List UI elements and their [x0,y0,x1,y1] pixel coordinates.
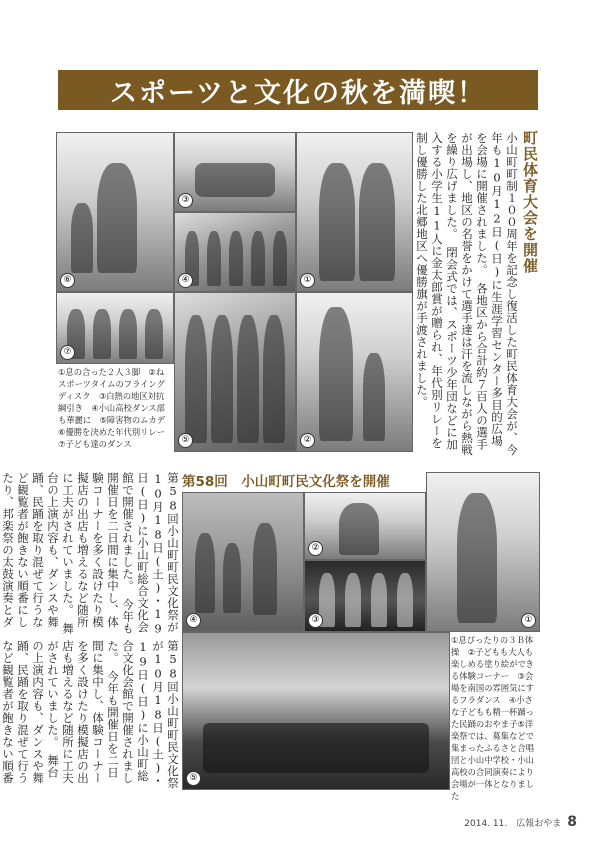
sports-photo-caption: ①息の合った２人３脚 ②ねスポーツタイムのフライングディスク ③白熱の地区対抗綱引き ④小山高校ダンス部も華麗に ⑤障害物のムカデ⑥優勝を決めた年代別リレー⑦子ども達のダンス [58,367,166,449]
photo-number-1-culture: ① [521,613,536,628]
photo-number-1: ① [300,273,315,288]
photo-sports-7-children-dance [56,292,174,364]
photo-sports-5-centipede [174,292,296,452]
photo-culture-2-coloring [304,492,426,560]
culture-photo-caption: ①息ぴったりの３Ｂ体操 ②子どもも大人も楽しめる塗り絵ができる体験コーナー ③会場を南国の雰囲気にするフラダンス ④小さな子どもも精一杯踊った民踊のおやま子⑤洋楽祭では、募集などで集まったふるさと合唱団と小山中学校・小山高校の合同演奏により会場が一体となりました [451,635,534,801]
photo-number-5: ⑤ [178,433,193,448]
page-banner-title: スポーツと文化の秋を満喫！ [58,70,538,110]
photo-culture-1-3b-gymnastics [426,472,540,632]
photo-sports-6-relay [56,132,174,292]
photo-culture-5-concert [182,632,450,790]
sports-article-body: 小山町町制１００周年を記念し復活した町民体育大会が、今年も10月12日(日)に生涯学習センター多目的広場を会場に開催されました。 各地区から合計約７百人の選手が出場し、地区の名誉をかけて選手達は汗を流しながら熱戦を繰り広げました。 閉会式では、スポーツ少年団などに加入する小学生11人に金太郎賞が贈られ、年代別リレーを制し優勝した北郷地区へ優勝旗が手渡されました。 [415,132,519,456]
photo-number-4: ④ [178,273,193,288]
page-number: 8 [567,814,577,830]
photo-culture-3-hula [304,560,426,632]
page-footer [464,814,577,830]
culture-section-heading: 第58回 小山町町民文化祭を開催 [182,474,390,490]
sports-section-heading: 町民体育大会を開催 [521,130,539,274]
photo-number-5-culture: ⑤ [186,771,201,786]
culture-article-body-upper: 第58回小山町町民文化祭が10月18日(土)・19日(日)に小山町総合文化会館で開催されました。 今年も開催日を二日間に集中し、体験コーナーを多く設けたり模擬店の出店も増えるなど随所に工夫がされていました。 舞台の上演内容も、ダンスや舞踊、民踊を取り混ぜて行うなど観覧者が飽きない順番にしたり、邦楽祭の太鼓演奏とダ [1,472,180,636]
photo-number-7: ⑦ [60,345,75,360]
photo-sports-3-tug-of-war [174,132,296,212]
footer-issue: 2014. 11. 広報おやま [464,819,562,829]
photo-culture-4-folk-dance [182,492,304,632]
photo-number-6: ⑥ [60,273,75,288]
photo-number-2: ② [300,433,315,448]
culture-article-body-lower: 第58回小山町町民文化祭が10月18日(土)・19日(日)に小山町総合文化会館で開催されました。 今年も開催日を二日間に集中し、体験コーナーを多く設けたり模擬店の出店も増えるなど随所に工夫がされていました。 舞台の上演内容も、ダンスや舞踊、民踊を取り混ぜて行うなど観覧者が飽きない順番 [1,640,180,789]
photo-number-3-culture: ③ [308,613,323,628]
photo-number-4-culture: ④ [186,613,201,628]
photo-sports-4-dance-club [174,212,296,292]
photo-number-3: ③ [178,193,193,208]
photo-number-2-culture: ② [308,541,323,556]
